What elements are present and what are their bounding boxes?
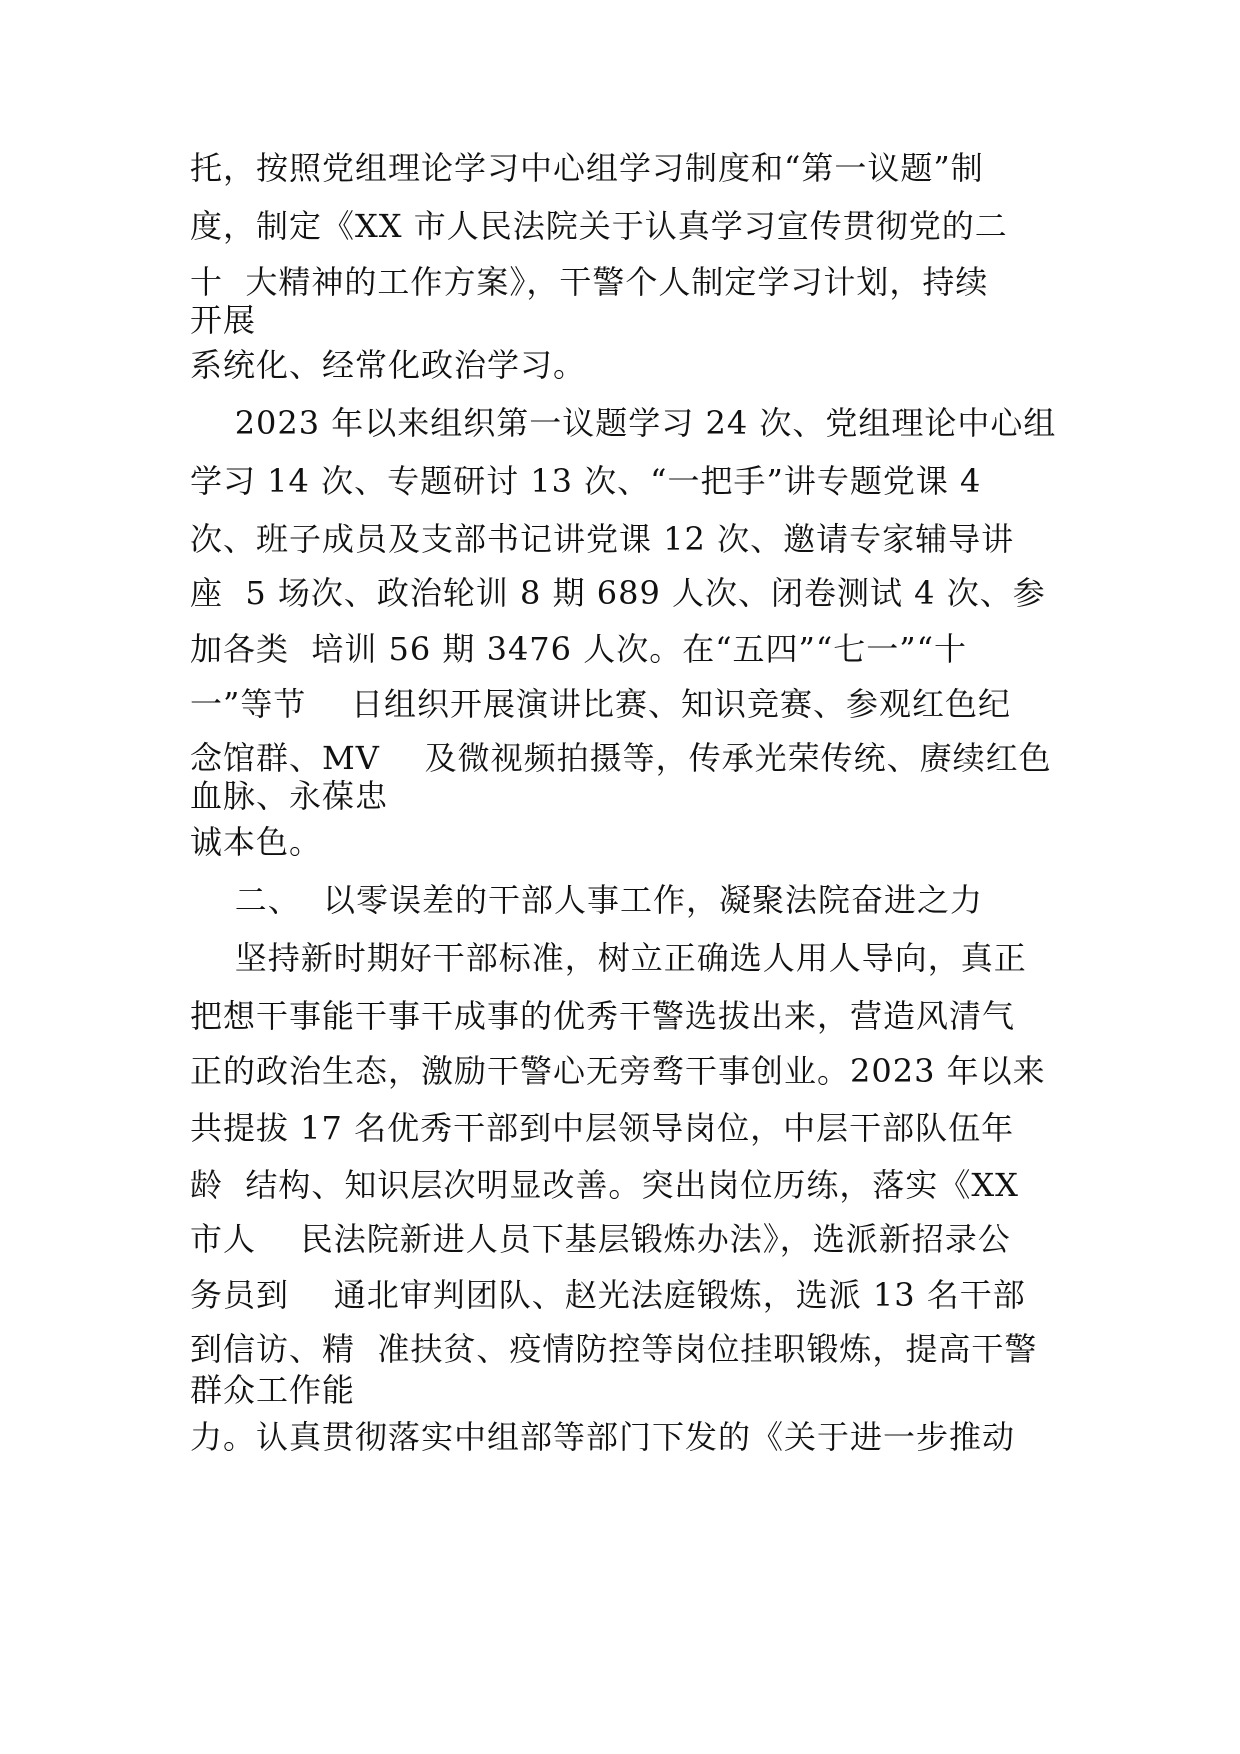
- text-line: 念馆群、MV 及微视频拍摄等，传承光荣传统、赓续红色: [190, 739, 1052, 777]
- text-line: 到信访、精 准扶贫、疫情防控等岗位挂职锻炼，提高干警: [190, 1330, 1038, 1368]
- text-line: 正的政治生态，激励干警心无旁骛干事创业。2023 年以来: [190, 1052, 1046, 1090]
- text-line: 座 5 场次、政治轮训 8 期 689 人次、闭卷测试 4 次、参: [190, 574, 1046, 612]
- text-line: 十 大精神的工作方案》，干警个人制定学习计划，持续: [190, 263, 989, 301]
- text-line: 诚本色。: [190, 823, 323, 861]
- text-line: 把想干事能干事干成事的优秀干警选拔出来，营造风清气: [190, 997, 1016, 1035]
- text-line: 市人 民法院新进人员下基层锻炼办法》，选派新招录公: [190, 1220, 1011, 1258]
- text-line: 学习 14 次、专题研讨 13 次、“一把手”讲专题党课 4: [190, 462, 982, 500]
- text-line: 龄 结构、知识层次明显改善。突出岗位历练，落实《XX: [190, 1166, 1019, 1204]
- text-line: 血脉、永葆忠: [190, 777, 389, 815]
- text-line: 务员到 通北审判团队、赵光法庭锻炼，选派 13 名干部: [190, 1276, 1026, 1314]
- text-line: 次、班子成员及支部书记讲党课 12 次、邀请专家辅导讲: [190, 520, 1015, 558]
- text-line: 加各类 培训 56 期 3476 人次。在“五四”“七一”“十: [190, 630, 967, 668]
- text-line: 2023 年以来组织第一议题学习 24 次、党组理论中心组: [190, 404, 1057, 442]
- text-line: 开展: [190, 301, 257, 339]
- text-line: 力。认真贯彻落实中组部等部门下发的《关于进一步推动: [190, 1418, 1016, 1456]
- text-line: 托，按照党组理论学习中心组学习制度和“第一议题”制: [190, 149, 984, 187]
- text-line: 系统化、经常化政治学习。: [190, 346, 587, 384]
- text-line: 共提拔 17 名优秀干部到中层领导岗位，中层干部队伍年: [190, 1109, 1015, 1147]
- text-line: 坚持新时期好干部标准，树立正确选人用人导向，真正: [190, 939, 1027, 977]
- text-line: 一”等节 日组织开展演讲比赛、知识竞赛、参观红色纪: [190, 685, 1012, 723]
- section-heading: 二、 以零误差的干部人事工作，凝聚法院奋进之力: [190, 881, 984, 919]
- text-line: 群众工作能: [190, 1371, 356, 1409]
- text-line: 度，制定《XX 市人民法院关于认真学习宣传贯彻党的二: [190, 207, 1008, 245]
